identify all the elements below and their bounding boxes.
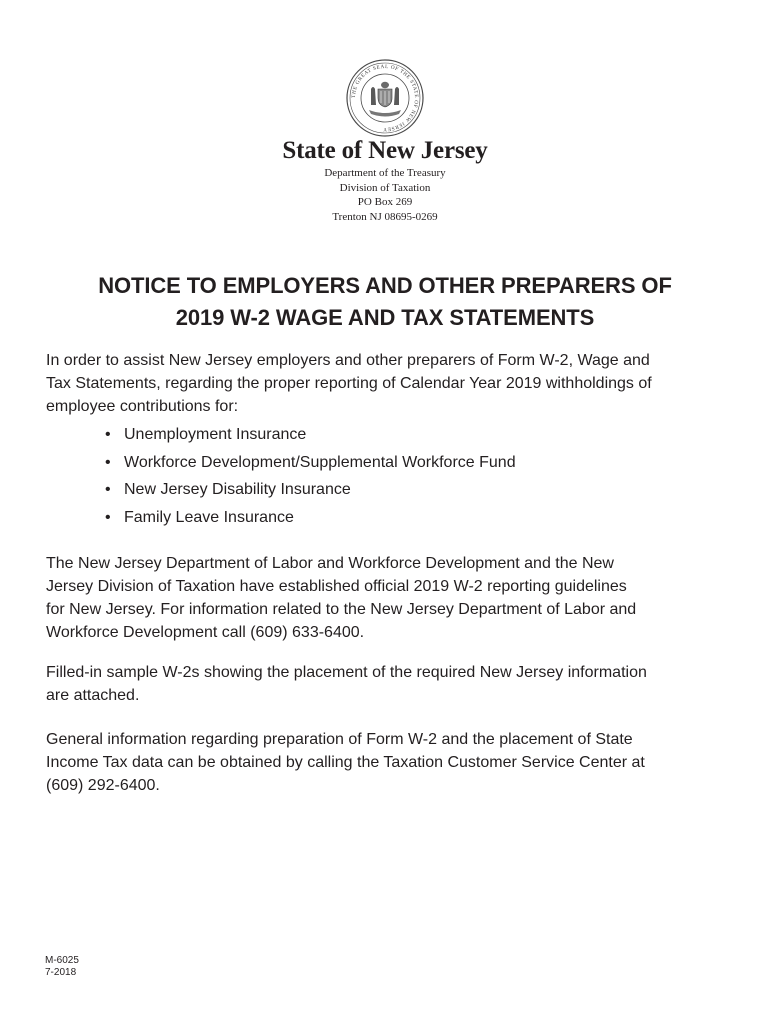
intro-paragraph (46, 349, 736, 418)
agency-letterhead (0, 136, 770, 224)
agency-name: State of New Jersey (282, 137, 488, 164)
bullet-icon: • (105, 453, 111, 471)
form-revision-date: 7-2018 (45, 967, 77, 978)
notice-title-line-2: 2019 W-2 WAGE AND TAX STATEMENTS (175, 305, 595, 330)
samples-line: Filled-in sample W-2s showing the placement of the required New Jersey information (46, 664, 647, 681)
list-item (105, 478, 516, 506)
general-info-paragraph (46, 728, 736, 797)
guidelines-paragraph (46, 552, 736, 644)
samples-paragraph (46, 661, 736, 707)
bullet-icon: • (105, 481, 111, 498)
agency-po-box: PO Box 269 (357, 196, 413, 209)
general-line: General information regarding preparation of Form W-2 and the placement of State (46, 731, 633, 748)
form-number: M-6025 (45, 955, 79, 966)
list-item-label: Unemployment Insurance (124, 426, 307, 443)
samples-line: are attached. (46, 687, 140, 704)
seal-outer-text: THE GREAT SEAL OF THE STATE OF NEW JERSEY (350, 63, 420, 133)
contributions-list (105, 423, 516, 533)
state-seal-icon (345, 58, 425, 138)
intro-line: employee contributions for: (46, 398, 239, 415)
guidelines-line: The New Jersey Department of Labor and Workforce Development and the New (46, 555, 614, 572)
guidelines-line: Workforce Development call (609) 633-6400. (46, 624, 365, 641)
form-code (45, 955, 79, 979)
notice-title-line-1: NOTICE TO EMPLOYERS AND OTHER PREPARERS OF (98, 273, 672, 298)
list-item (105, 506, 516, 534)
list-item (105, 423, 516, 451)
general-line: (609) 292-6400. (46, 777, 160, 794)
agency-department: Department of the Treasury (324, 167, 446, 179)
notice-title (0, 270, 770, 334)
guidelines-line: Jersey Division of Taxation have established official 2019 W-2 reporting guidelines (46, 578, 627, 595)
list-item-label: New Jersey Disability Insurance (124, 481, 351, 498)
general-line: Income Tax data can be obtained by calling the Taxation Customer Service Center at (46, 754, 645, 771)
list-item (105, 451, 516, 479)
bullet-icon: • (105, 426, 111, 443)
guidelines-line: for New Jersey. For information related to the New Jersey Department of Labor and (46, 601, 637, 618)
bullet-icon: • (105, 508, 111, 526)
list-item-label: Family Leave Insurance (124, 508, 294, 526)
agency-division: Division of Taxation (339, 181, 431, 194)
list-item-label: Workforce Development/Supplemental Workforce Fund (124, 453, 516, 471)
agency-city: Trenton NJ 08695-0269 (332, 210, 438, 223)
intro-line: Tax Statements, regarding the proper reporting of Calendar Year 2019 withholdings of (46, 375, 652, 392)
intro-line: In order to assist New Jersey employers and other preparers of Form W-2, Wage and (46, 352, 650, 369)
